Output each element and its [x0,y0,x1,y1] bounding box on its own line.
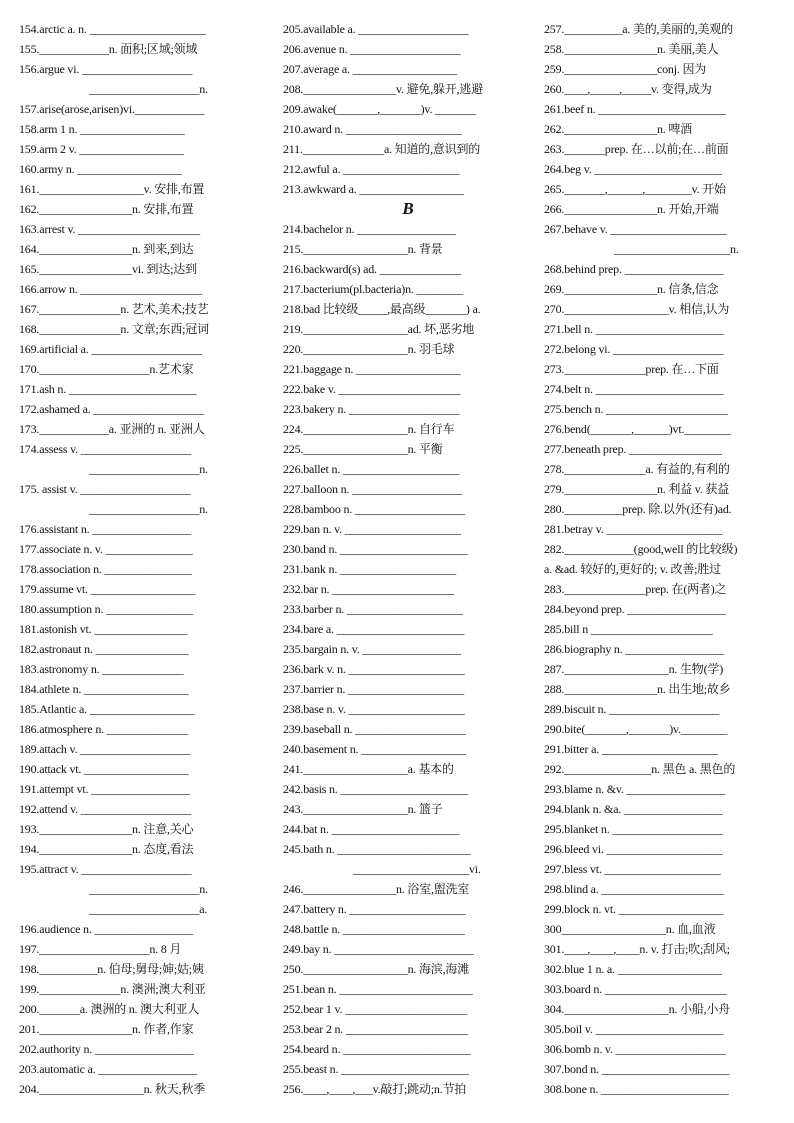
vocab-entry: 301.____,____,____n. v. 打击;吹;刮风; [544,942,730,956]
vocab-entry: 307.bond n. ______________________ [544,1062,730,1076]
vocab-entry: 302.blue 1 n. a. __________________ [544,962,722,976]
vocab-entry: 252.bear 1 v. _____________________ [283,1002,467,1016]
vocab-entry: 165.________________vi. 到达;达到 [19,262,197,276]
vocab-entry: 210.award n. ____________________ [283,122,462,136]
vocab-entry: 271.bell n. ______________________ [544,322,724,336]
vocab-entry: 164.________________n. 到来,到达 [19,242,194,256]
vocab-entry: 196.audience n. _________________ [19,922,194,936]
vocab-entry: 294.blank n. &a. _________________ [544,802,723,816]
vocab-entry: 267.behave v. ____________________ [544,222,727,236]
vocab-entry: 256.____,____,___v.敲打;跳动;n.节拍 [283,1082,467,1096]
vocab-entry: ___________________a. [89,902,208,916]
vocab-entry: 225.__________________n. 平衡 [283,442,443,456]
vocab-entry: 158.arm 1 n. __________________ [19,122,185,136]
vocab-entry: 218.bad 比较级_____,最高级_______) a. [283,302,481,316]
vocab-entry: 304.__________________n. 小船,小舟 [544,1002,731,1016]
vocab-entry: 214.bachelor n. _________________ [283,222,456,236]
vocab-entry: 182.astronaut n. ________________ [19,642,189,656]
vocab-entry: 215.__________________n. 背景 [283,242,443,256]
vocab-entry: 173.____________a. 亚洲的 n. 亚洲人 [19,422,205,436]
vocab-entry: 197.___________________n. 8 月 [19,942,182,956]
vocab-entry: 288.________________n. 出生地;故乡 [544,682,731,696]
vocab-entry: 228.bamboo n. ___________________ [283,502,466,516]
vocab-entry: 209.awake(_______,_______)v. _______ [283,102,476,116]
vocab-entry: 233.barber n. ____________________ [283,602,463,616]
vocab-entry: 189.attach v. ___________________ [19,742,191,756]
vocab-entry: 262.________________n. 啤酒 [544,122,693,136]
vocab-entry: 303.board n. _____________________ [544,982,727,996]
vocab-entry: 287.__________________n. 生物(学) [544,662,723,676]
vocab-entry: 241.__________________a. 基本的 [283,762,454,776]
vocab-entry: 236.bark v. n. ____________________ [283,662,465,676]
vocab-entry: 270.__________________v. 相信,认为 [544,302,730,316]
vocab-entry: 276.bend(_______,______)vt.________ [544,422,731,436]
vocab-entry: 195.attract v. ___________________ [19,862,192,876]
vocab-entry: 254.beard n. ______________________ [283,1042,471,1056]
vocab-entry: 177.associate n. v. _______________ [19,542,193,556]
vocab-entry: ____________________n. [614,242,739,256]
vocab-entry: 242.basis n. ______________________ [283,782,469,796]
vocab-entry: 261.beef n. ______________________ [544,102,726,116]
vocab-entry: a. &ad. 较好的,更好的; v. 改善;胜过 [544,562,721,576]
vocab-entry: 213.awkward a. __________________ [283,182,464,196]
vocab-entry: 205.available a. ___________________ [283,22,469,36]
vocab-entry: 178.association n. _______________ [19,562,192,576]
vocab-entry: 212.awful a. ____________________ [283,162,460,176]
vocab-entry: 293.blame n. &v. _________________ [544,782,726,796]
vocab-entry: 159.arm 2 v. __________________ [19,142,184,156]
vocab-entry: 184.athlete n. __________________ [19,682,189,696]
vocab-entry: 163.arrest v. _____________________ [19,222,200,236]
vocab-entry: 179.assume vt. __________________ [19,582,196,596]
vocab-entry: 247.battery n. ____________________ [283,902,466,916]
vocab-entry: 297.bless vt. ____________________ [544,862,721,876]
vocab-entry: 263._______prep. 在…以前;在…前面 [544,142,729,156]
vocab-entry: 216.backward(s) ad. ______________ [283,262,461,276]
vocab-entry: 231.bank n. ____________________ [283,562,456,576]
vocab-entry: 154.arctic a. n. ____________________ [19,22,206,36]
vocab-entry: ___________________n. [89,82,208,96]
vocab-entry: 265._______,______,________v. 开始 [544,182,726,196]
vocab-entry: 203.automatic a. _________________ [19,1062,197,1076]
vocab-entry: 305.boil v. ______________________ [544,1022,724,1036]
vocab-entry: 283.______________prep. 在(两者)之 [544,582,727,596]
vocab-entry: 180.assumption n. _______________ [19,602,194,616]
vocab-entry: 281.betray v. ____________________ [544,522,723,536]
vocab-entry: 192.attend v. ___________________ [19,802,191,816]
vocab-entry: 259.________________conj. 因为 [544,62,707,76]
vocab-entry: 226.ballet n. ____________________ [283,462,459,476]
vocab-entry: 168.______________n. 文章;东西;冠词 [19,322,209,336]
vocab-entry: 156.argue vi. ___________________ [19,62,193,76]
vocab-entry: 186.atmosphere n. ______________ [19,722,188,736]
vocab-entry: 291.bitter a. ____________________ [544,742,718,756]
vocab-entry: 183.astronomy n. ______________ [19,662,184,676]
vocab-entry: 244.bat n. ______________________ [283,822,460,836]
vocab-entry: 221.baggage n. __________________ [283,362,461,376]
vocab-entry: 260.____,_____,_____v. 变得,成为 [544,82,712,96]
vocab-entry: 245.bath n. _______________________ [283,842,471,856]
vocab-entry: 200._______a. 澳洲的 n. 澳大利亚人 [19,1002,200,1016]
vocab-entry: 237.barrier n. ____________________ [283,682,464,696]
vocab-entry: 204.__________________n. 秋天,秋季 [19,1082,206,1096]
vocab-entry: 211.______________a. 知道的,意识到的 [283,142,481,156]
section-heading: B [402,199,414,218]
vocab-entry: 191.attempt vt. _________________ [19,782,190,796]
vocab-entry: 308.bone n. ______________________ [544,1082,729,1096]
vocab-entry: 219.__________________ad. 坏,恶劣地 [283,322,475,336]
vocab-entry: 232.bar n. _____________________ [283,582,454,596]
vocab-entry: 292._______________n. 黑色 a. 黑色的 [544,762,736,776]
vocab-entry: 275.bench n. _____________________ [544,402,728,416]
vocab-entry: 175. assist v. ___________________ [19,482,191,496]
vocab-entry: 272.belong vi. ___________________ [544,342,724,356]
vocab-entry: 185.Atlantic a. __________________ [19,702,195,716]
vocab-entry: 238.base n. v. ____________________ [283,702,465,716]
vocab-entry: 286.biography n. _________________ [544,642,724,656]
vocab-entry: 201.________________n. 作者,作家 [19,1022,194,1036]
vocab-entry: 277.beneath prep. ________________ [544,442,722,456]
vocab-entry: 285.bill n _____________________ [544,622,713,636]
vocab-entry: 223.bakery n. ___________________ [283,402,460,416]
vocab-entry: 170.___________________n.艺术家 [19,362,194,376]
vocab-entry: 266.________________n. 开始,开端 [544,202,719,216]
vocab-entry: 246.________________n. 浴室,盥洗室 [283,882,470,896]
vocab-entry: 268.behind prep. _________________ [544,262,724,276]
vocab-entry: 298.blind a. _____________________ [544,882,724,896]
vocab-entry: 258.________________n. 美丽,美人 [544,42,719,56]
column-2 [283,19,533,1099]
vocab-entry: 176.assistant n. _________________ [19,522,191,536]
vocab-entry: 269.________________n. 信条,信念 [544,282,719,296]
vocab-entry: ___________________n. [89,462,208,476]
vocab-entry: 306.bomb n. v. ___________________ [544,1042,726,1056]
vocab-entry: 172.ashamed a. ___________________ [19,402,204,416]
vocab-entry: 280.__________prep. 除.以外(还有)ad. [544,502,732,516]
vocab-entry: 169.artificial a. ___________________ [19,342,202,356]
vocab-entry: 249.bay n. ________________________ [283,942,474,956]
vocab-entry: 234.bare a. ______________________ [283,622,465,636]
vocab-entry: 224.__________________n. 自行车 [283,422,455,436]
vocab-entry: 278.______________a. 有益的,有利的 [544,462,730,476]
vocab-entry: 171.ash n. ______________________ [19,382,197,396]
vocab-entry: 282.____________(good,well 的比较级) [544,542,738,556]
vocab-entry: 255.beast n. ______________________ [283,1062,469,1076]
vocab-entry: 162.________________n. 安排,布置 [19,202,194,216]
vocab-entry: 193.________________n. 注意,关心 [19,822,194,836]
vocab-entry: 299.block n. vt. __________________ [544,902,723,916]
vocab-entry: 199.______________n. 澳洲;澳大利亚 [19,982,206,996]
vocab-entry: 217.bacterium(pl.bacteria)n. ________ [283,282,463,296]
vocab-entry: 290.bite(_______,_______)v.________ [544,722,728,736]
vocab-entry: 274.belt n. ______________________ [544,382,724,396]
vocab-entry: 190.attack vt. __________________ [19,762,189,776]
vocab-entry: 296.bleed vi. ____________________ [544,842,723,856]
vocab-entry: 161.__________________v. 安排,布置 [19,182,205,196]
vocab-entry: 220.__________________n. 羽毛球 [283,342,455,356]
vocab-entry: 206.avenue n. ___________________ [283,42,461,56]
vocab-entry: 239.baseball n. ___________________ [283,722,466,736]
vocab-entry: 198.__________n. 伯母;舅母;婶;姑;姨 [19,962,204,976]
vocab-entry: 208.________________v. 避免,躲开,逃避 [283,82,484,96]
vocab-entry: 289.biscuit n. ___________________ [544,702,720,716]
vocab-entry: 194.________________n. 态度,看法 [19,842,194,856]
vocab-entry: ___________________n. [89,502,208,516]
vocab-entry: 284.beyond prep. _________________ [544,602,726,616]
vocab-entry: 207.average a. __________________ [283,62,458,76]
vocab-entry: 257.__________a. 美的,美丽的,美观的 [544,22,733,36]
vocab-entry: 295.blanket n. ___________________ [544,822,723,836]
vocab-entry: 253.bear 2 n. _____________________ [283,1022,468,1036]
vocab-entry: 229.ban n. v. ____________________ [283,522,461,536]
vocab-entry: 155.____________n. 面积;区域;领域 [19,42,198,56]
vocab-entry: ____________________vi. [353,862,481,876]
vocab-entry: 166.arrow n. _____________________ [19,282,203,296]
vocab-entry: 160.army n. __________________ [19,162,182,176]
vocab-entry: 157.arise(arose,arisen)vi.____________ [19,102,205,116]
vocab-entry: 243.__________________n. 篮子 [283,802,443,816]
vocab-entry: ___________________n. [89,882,208,896]
vocab-entry: 264.beg v. ______________________ [544,162,722,176]
vocab-entry: 279.________________n. 利益 v. 获益 [544,482,730,496]
vocab-entry: 273.______________prep. 在…下面 [544,362,719,376]
vocab-entry: 235.bargain n. v. _________________ [283,642,461,656]
vocab-entry: 240.basement n. __________________ [283,742,466,756]
vocab-entry: 251.bean n. _______________________ [283,982,473,996]
vocab-entry: 230.band n. ______________________ [283,542,468,556]
column-3 [544,19,790,1099]
vocab-entry: 181.astonish vt. ________________ [19,622,188,636]
column-1 [19,19,269,1099]
vocab-entry: 174.assess v. ___________________ [19,442,191,456]
vocab-entry: 202.authority n. _________________ [19,1042,194,1056]
vocab-entry: 300__________________n. 血,血液 [544,922,716,936]
vocab-entry: 222.bake v. _____________________ [283,382,461,396]
vocab-entry: 248.battle n. _____________________ [283,922,465,936]
vocab-entry: 227.balloon n. ___________________ [283,482,463,496]
vocab-entry: 250.__________________n. 海滨,海滩 [283,962,470,976]
vocab-entry: 167.______________n. 艺术,美术;技艺 [19,302,209,316]
